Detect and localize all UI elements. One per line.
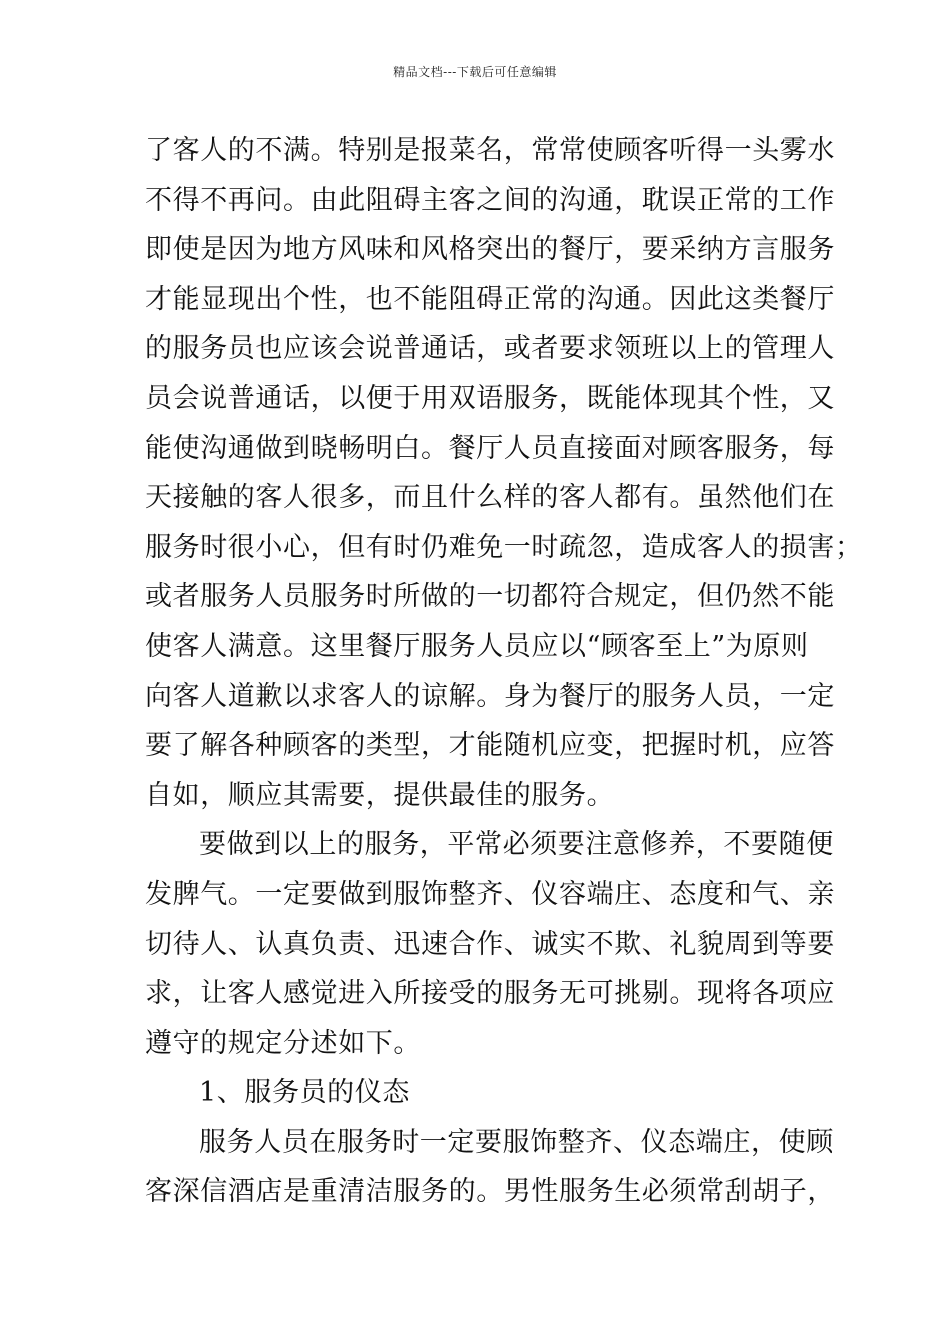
paragraph-start-line: 要做到以上的服务，平常必须要注意修养，不要随便 <box>199 829 834 861</box>
text-line: 的服务员也应该会说普通话，或者要求领班以上的管理人 <box>145 333 835 365</box>
text-line: 不得不再问。由此阻碍主客之间的沟通，耽误正常的工作 <box>145 184 835 216</box>
text-line: 或者服务人员服务时所做的一切都符合规定，但仍然不能 <box>145 581 835 613</box>
body-text <box>145 126 863 1217</box>
text-line: 即使是因为地方风味和风格突出的餐厅，要采纳方言服务 <box>145 234 835 266</box>
text-line: 切待人、认真负责、迅速合作、诚实不欺、礼貌周到等要 <box>145 928 835 960</box>
text-line: 服务时很小心，但有时仍难免一时疏忽，造成客人的损害； <box>145 531 863 563</box>
text-line: 使客人满意。这里餐厅服务人员应以“顾客至上”为原则 <box>145 630 809 662</box>
text-line: 遵守的规定分述如下。 <box>145 1027 421 1059</box>
text-line: 向客人道歉以求客人的谅解。身为餐厅的服务人员，一定 <box>145 680 835 712</box>
text-line: 自如，顺应其需要，提供最佳的服务。 <box>145 779 615 811</box>
section-heading: 1、服务员的仪态 <box>199 1077 410 1109</box>
page-header: 精品文档---下载后可任意编辑 <box>393 65 557 79</box>
text-line: 能使沟通做到晓畅明白。餐厅人员直接面对顾客服务，每 <box>145 432 835 464</box>
text-line: 要了解各种顾客的类型，才能随机应变，把握时机，应答 <box>145 730 835 762</box>
text-line: 了客人的不满。特别是报菜名，常常使顾客听得一头雾水 <box>145 135 835 166</box>
text-line: 发脾气。一定要做到服饰整齐、仪容端庄、态度和气、亲 <box>145 878 835 910</box>
text-line: 求，让客人感觉进入所接受的服务无可挑剔。现将各项应 <box>145 978 835 1010</box>
text-line: 客深信酒店是重清洁服务的。男性服务生必须常刮胡子， <box>145 1176 835 1208</box>
text-line: 才能显现出个性，也不能阻碍正常的沟通。因此这类餐厅 <box>145 283 835 315</box>
text-line: 天接触的客人很多，而且什么样的客人都有。虽然他们在 <box>145 482 835 514</box>
text-line: 员会说普通话，以便于用双语服务，既能体现其个性，又 <box>145 382 835 414</box>
paragraph-start-line: 服务人员在服务时一定要服饰整齐、仪态端庄，使顾 <box>199 1126 834 1158</box>
